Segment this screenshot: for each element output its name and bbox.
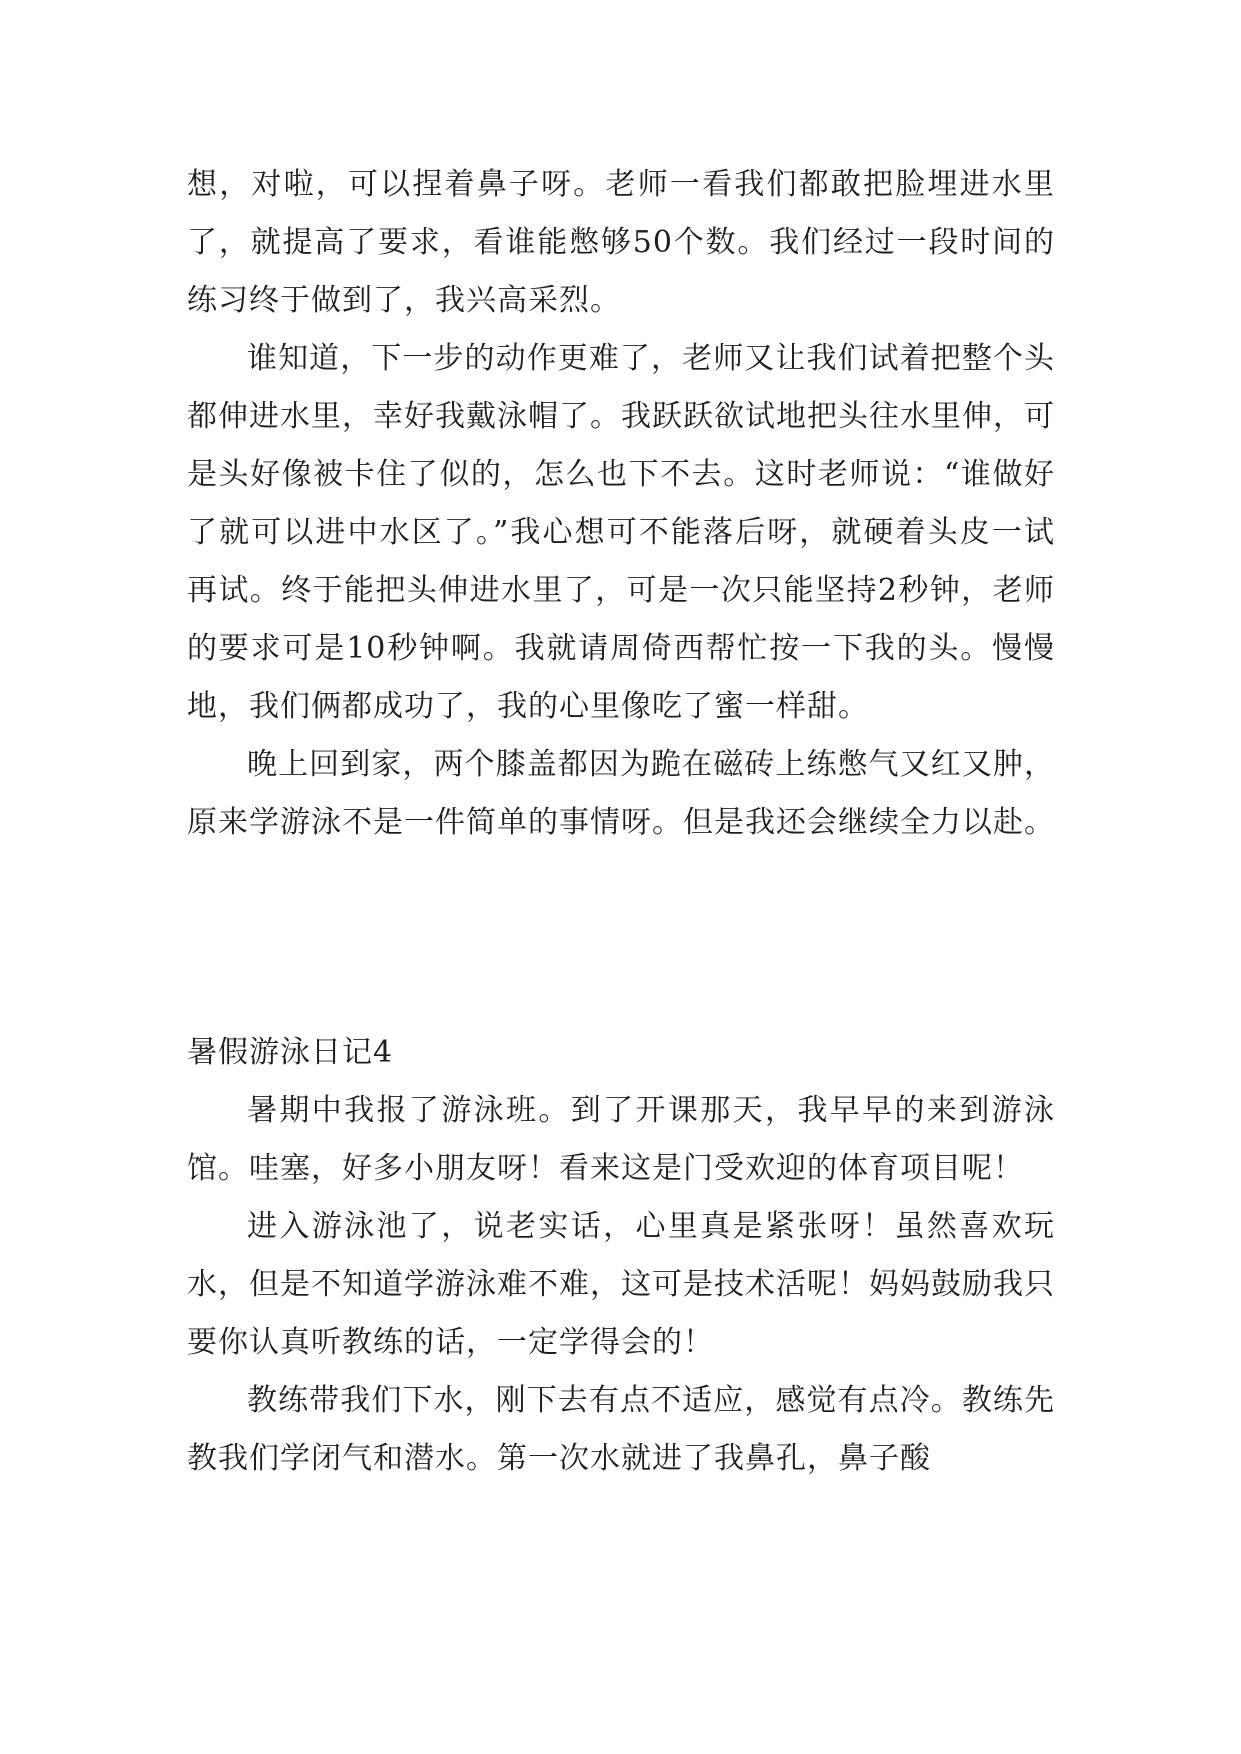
diary-section-4 — [187, 1024, 1055, 1488]
paragraph: 进入游泳池了，说老实话，心里真是紧张呀！虽然喜欢玩水，但是不知道学游泳难不难，这可是技术活呢！妈妈鼓励我只要你认真听教练的话，一定学得会的！ — [187, 1209, 1055, 1360]
paragraph: 晚上回到家，两个膝盖都因为跪在磁砖上练憋气又红又肿，原来学游泳不是一件简单的事情呀。但是我还会继续全力以赴。 — [187, 747, 1055, 840]
paragraph: 暑期中我报了游泳班。到了开课那天，我早早的来到游泳馆。哇塞，好多小朋友呀！看来这是门受欢迎的体育项目呢！ — [187, 1093, 1055, 1186]
paragraph-continued: 想，对啦，可以捏着鼻子呀。老师一看我们都敢把脸埋进水里了，就提高了要求，看谁能憋够50个数。我们经过一段时间的练习终于做到了，我兴高采烈。 — [187, 167, 1055, 318]
continued-section — [187, 156, 1055, 852]
section-title: 暑假游泳日记4 — [187, 1035, 394, 1070]
paragraph: 教练带我们下水，刚下去有点不适应，感觉有点冷。教练先教我们学闭气和潜水。第一次水就进了我鼻孔，鼻子酸 — [187, 1383, 1055, 1476]
paragraph: 谁知道，下一步的动作更难了，老师又让我们试着把整个头都伸进水里，幸好我戴泳帽了。我跃跃欲试地把头往水里伸，可是头好像被卡住了似的，怎么也下不去。这时老师说：“谁做好了就可以进中水区了。”我心想可不能落后呀，就硬着头皮一试再试。终于能把头伸进水里了，可是一次只能坚持2秒钟，老师的要求可是10秒钟啊。我就请周倚西帮忙按一下我的头。慢慢地，我们俩都成功了，我的心里像吃了蜜一样甜。 — [187, 341, 1055, 724]
